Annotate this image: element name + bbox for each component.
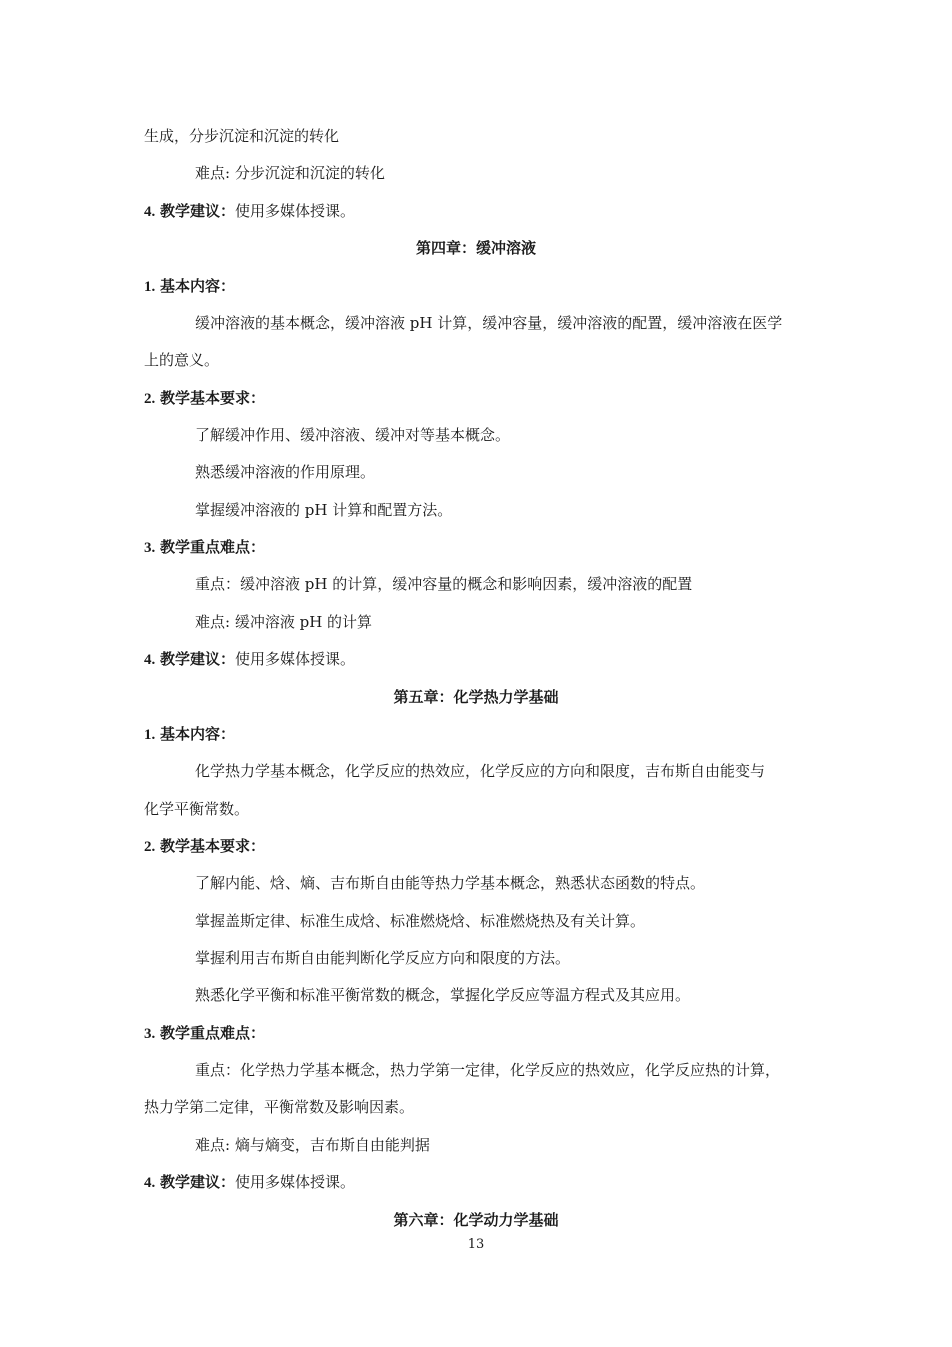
ch4-content-line-2: 上的意义。 bbox=[144, 351, 220, 369]
ch4-section-2-heading bbox=[144, 388, 265, 409]
ch4-requirement-2: 熟悉缓冲溶液的作用原理。 bbox=[195, 463, 376, 481]
ch5-requirement-4: 熟悉化学平衡和标准平衡常数的概念，掌握化学反应等温方程式及其应用。 bbox=[195, 986, 691, 1004]
section-number: 2. bbox=[144, 839, 156, 855]
ch5-requirement-1: 了解内能、焓、熵、吉布斯自由能等热力学基本概念，熟悉状态函数的特点。 bbox=[195, 874, 706, 892]
ch4-content-line-1: 缓冲溶液的基本概念，缓冲溶液 pH 计算，缓冲容量，缓冲溶液的配置，缓冲溶液在医学 bbox=[195, 314, 783, 332]
ch3-difficulty: 难点: 分步沉淀和沉淀的转化 bbox=[195, 164, 385, 182]
section-number: 4. bbox=[144, 204, 156, 220]
ch5-content-line-1: 化学热力学基本概念，化学反应的热效应，化学反应的方向和限度，吉布斯自由能变与 bbox=[195, 762, 766, 780]
section-heading: 基本内容： bbox=[160, 725, 236, 743]
section-number: 3. bbox=[144, 1026, 156, 1042]
ch4-section-4 bbox=[144, 649, 355, 670]
chapter-6-title: 第六章：化学动力学基础 bbox=[393, 1211, 559, 1229]
section-number: 1. bbox=[144, 727, 156, 743]
ch5-requirement-2: 掌握盖斯定律、标准生成焓、标准燃烧焓、标准燃烧热及有关计算。 bbox=[195, 912, 646, 930]
section-number: 1. bbox=[144, 279, 156, 295]
section-heading: 教学重点难点： bbox=[160, 1024, 266, 1042]
ch4-difficulty: 难点: 缓冲溶液 pH 的计算 bbox=[195, 613, 373, 631]
section-heading: 基本内容： bbox=[160, 277, 236, 295]
chapter-5-title: 第五章：化学热力学基础 bbox=[393, 688, 559, 706]
ch5-difficulty: 难点: 熵与熵变，吉布斯自由能判据 bbox=[195, 1136, 430, 1154]
ch5-section-1-heading bbox=[144, 724, 235, 745]
ch5-key-points-line-1: 重点：化学热力学基本概念，热力学第一定律，化学反应的热效应，化学反应热的计算， bbox=[195, 1061, 781, 1079]
ch5-section-2-heading bbox=[144, 836, 265, 857]
section-number: 4. bbox=[144, 1175, 156, 1191]
section-heading: 教学基本要求： bbox=[160, 389, 266, 407]
ch4-section-3-heading bbox=[144, 537, 265, 558]
section-number: 4. bbox=[144, 652, 156, 668]
ch4-section-1-heading bbox=[144, 276, 235, 297]
page-number: 13 bbox=[467, 1237, 485, 1252]
section-heading: 教学建议： bbox=[160, 650, 236, 668]
ch5-section-4 bbox=[144, 1172, 355, 1193]
ch5-key-points-line-2: 热力学第二定律，平衡常数及影响因素。 bbox=[144, 1098, 415, 1116]
ch3-content-continuation: 生成，分步沉淀和沉淀的转化 bbox=[144, 127, 340, 145]
ch5-content-line-2: 化学平衡常数。 bbox=[144, 800, 250, 818]
section-heading: 教学基本要求： bbox=[160, 837, 266, 855]
section-heading: 教学建议： bbox=[160, 1173, 236, 1191]
section-text: 使用多媒体授课。 bbox=[235, 202, 356, 220]
section-heading: 教学重点难点： bbox=[160, 538, 266, 556]
ch5-section-3-heading bbox=[144, 1023, 265, 1044]
ch5-requirement-3: 掌握利用吉布斯自由能判断化学反应方向和限度的方法。 bbox=[195, 949, 571, 967]
section-text: 使用多媒体授课。 bbox=[235, 1173, 356, 1191]
chapter-4-title: 第四章：缓冲溶液 bbox=[415, 239, 536, 257]
section-text: 使用多媒体授课。 bbox=[235, 650, 356, 668]
ch4-key-points: 重点：缓冲溶液 pH 的计算，缓冲容量的概念和影响因素，缓冲溶液的配置 bbox=[195, 575, 693, 593]
section-heading: 教学建议： bbox=[160, 202, 236, 220]
section-number: 3. bbox=[144, 540, 156, 556]
ch3-section-4 bbox=[144, 201, 355, 222]
ch4-requirement-3: 掌握缓冲溶液的 pH 计算和配置方法。 bbox=[195, 501, 453, 519]
section-number: 2. bbox=[144, 391, 156, 407]
ch4-requirement-1: 了解缓冲作用、缓冲溶液、缓冲对等基本概念。 bbox=[195, 426, 511, 444]
